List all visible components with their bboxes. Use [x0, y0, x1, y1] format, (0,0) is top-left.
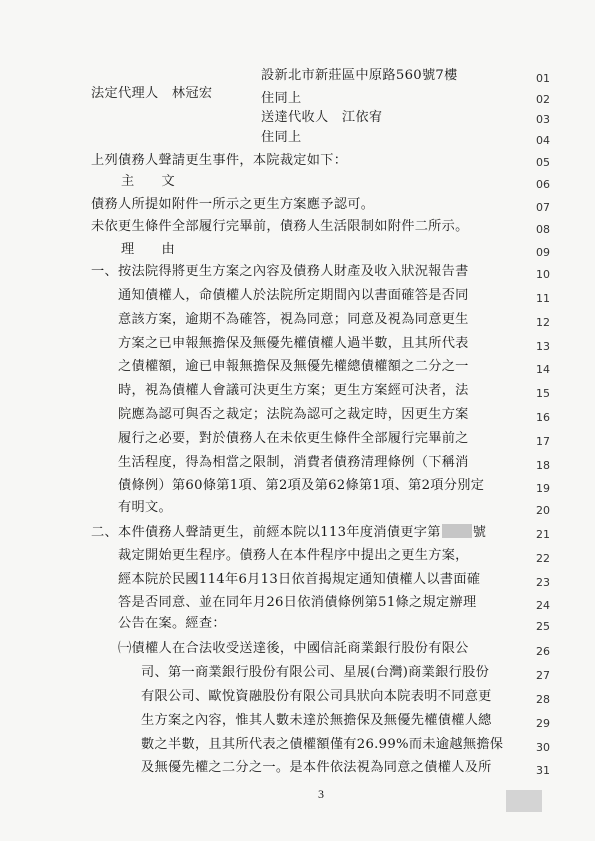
line-number: 05: [536, 156, 550, 169]
address-line: 設新北市新莊區中原路560號7樓: [261, 68, 458, 83]
reason-text-line: 生活程度，得為相當之限制，消費者債務清理條例（下稱消: [118, 455, 469, 470]
reason-text-line: 意該方案，逾期不為確答，視為同意；同意及視為同意更生: [118, 312, 469, 327]
reason-text-line: 經本院於民國114年6月13日依首揭規定通知債權人以書面確: [118, 572, 481, 587]
reason-text-line: 答是否同意、並在同年月26日依消債條例第51條之規定辦理: [118, 595, 477, 610]
ruling-text-line: 債務人所提如附件一所示之更生方案應予認可。: [91, 197, 375, 212]
line-number: 30: [536, 741, 550, 754]
line-number: 06: [536, 178, 550, 191]
reason-text-line: 裁定開始更生程序。債務人在本件程序中提出之更生方案，: [118, 548, 469, 563]
address-same-line: 住同上: [261, 91, 302, 106]
service-agent-line: 送達代收人 江依宥: [261, 110, 383, 125]
reason-text-line: 公告在案。經查：: [118, 616, 226, 631]
line-number: 01: [536, 72, 550, 85]
ruling-text-line: 未依更生條件全部履行完畢前，債務人生活限制如附件二所示。: [91, 219, 469, 234]
line-number: 22: [536, 552, 550, 565]
reason-text-line: 及無優先權之二分之一。是本件依法視為同意之債權人及所: [141, 760, 492, 775]
reason-text-line: 院應為認可與否之裁定；法院為認可之裁定時，因更生方案: [118, 407, 469, 422]
line-number: 26: [536, 645, 550, 658]
line-number: 21: [536, 528, 550, 541]
line-number: 02: [536, 93, 550, 106]
reason-text-line: 一、按法院得將更生方案之內容及債務人財產及收入狀況報告書: [91, 264, 469, 279]
line-number: 11: [536, 292, 550, 305]
line-number: 24: [536, 599, 550, 612]
line-number: 31: [536, 764, 550, 777]
reason-text-line: 司、第一商業銀行股份有限公司、星展(台灣)商業銀行股份: [141, 665, 490, 680]
line-number: 03: [536, 113, 550, 126]
legal-representative-line: 法定代理人 林冠宏: [91, 86, 213, 101]
line-number: 07: [536, 201, 550, 214]
reason-text-segment: 號: [472, 525, 487, 540]
line-number: 09: [536, 246, 550, 259]
page-number: 3: [318, 787, 324, 801]
line-number: 23: [536, 576, 550, 589]
reason-text-line: [91, 524, 486, 541]
main-text-heading: 主 文: [121, 174, 175, 189]
reason-text-line: ㈠債權人在合法收受送達後，中國信託商業銀行股份有限公: [118, 641, 469, 656]
reason-text-line: 數之半數，且其所代表之債權額僅有26.99%而未逾越無擔保: [141, 737, 504, 752]
reason-text-line: 之債權額，逾已申報無擔保及無優先權總債權額之二分之一: [118, 359, 469, 374]
line-number: 04: [536, 134, 550, 147]
reason-text-line: 有限公司、歐悅資融股份有限公司具狀向本院表明不同意更: [141, 689, 492, 704]
line-number: 20: [536, 504, 550, 517]
reason-text-line: 履行之必要，對於債務人在未依更生條件全部履行完畢前之: [118, 431, 469, 446]
line-number: 17: [536, 435, 550, 448]
line-number: 14: [536, 363, 550, 376]
reason-text-line: 通知債權人，命債權人於法院所定期間內以書面確答是否同: [118, 288, 469, 303]
reasons-heading: 理 由: [121, 242, 175, 257]
reason-text-line: 有明文。: [118, 500, 172, 515]
redacted-stamp: [506, 790, 542, 812]
line-number: 18: [536, 459, 550, 472]
line-number: 13: [536, 340, 550, 353]
line-number: 19: [536, 482, 550, 495]
reason-text-line: 債條例）第60條第1項、第2項及第62條第1項、第2項分別定: [118, 478, 485, 493]
address-same-line: 住同上: [261, 130, 302, 145]
reason-text-line: 時，視為債權人會議可決更生方案；更生方案經可決者，法: [118, 383, 469, 398]
line-number: 25: [536, 620, 550, 633]
line-number: 10: [536, 268, 550, 281]
line-number: 08: [536, 223, 550, 236]
line-number: 16: [536, 411, 550, 424]
line-number: 27: [536, 669, 550, 682]
line-number: 12: [536, 316, 550, 329]
ruling-intro-line: 上列債務人聲請更生事件，本院裁定如下：: [91, 153, 348, 168]
reason-text-line: 生方案之內容，惟其人數未達於無擔保及無優先權債權人總: [141, 713, 492, 728]
redaction-box: [442, 524, 472, 538]
reason-text-line: 方案之已申報無擔保及無優先權債權人過半數，且其所代表: [118, 336, 469, 351]
line-number: 29: [536, 717, 550, 730]
line-number: 28: [536, 693, 550, 706]
reason-text-segment: 二、本件債務人聲請更生，前經本院以113年度消債更字第: [91, 525, 441, 540]
line-number: 15: [536, 387, 550, 400]
